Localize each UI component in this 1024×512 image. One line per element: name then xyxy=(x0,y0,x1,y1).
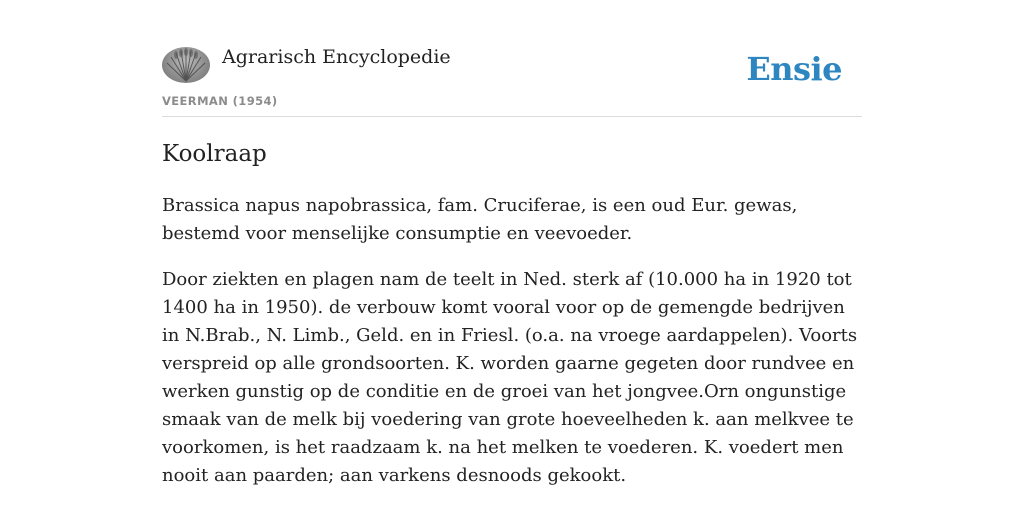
book-title[interactable]: Agrarisch Encyclopedie xyxy=(222,46,451,68)
wheat-sheaf-icon xyxy=(162,47,210,83)
article-paragraph: Brassica napus napobrassica, fam. Cruciferae, is een oud Eur. gewas, bestemd voor menselijke consumptie en veevoeder. xyxy=(162,195,798,244)
book-author: VEERMAN (1954) xyxy=(162,94,278,108)
article-title: Koolraap xyxy=(162,141,267,167)
book-cover-image[interactable] xyxy=(162,47,210,83)
article xyxy=(162,138,862,490)
article-paragraph: Door ziekten en plagen nam de teelt in Ned. sterk af (10.000 ha in 1920 tot 1400 ha in 1950). de verbouw komt vooral voor op de gemengde bedrijven in N.Brab., N. Limb., Geld. en in Friesl. (o.a. na vroege aardappelen). Voorts verspreid op alle grondsoorten. K. worden gaarne gegeten door rundvee en werken gunstig op de conditie en de groei van het jongvee.Orn ongunstige smaak van de melk bij voedering van grote hoeveelheden k. aan melkvee te voorkomen, is het raadzaam k. na het melken te voederen. K. voedert men nooit aan paarden; aan varkens desnoods gekookt. xyxy=(162,269,858,486)
site-logo[interactable]: Ensie xyxy=(746,50,842,88)
header xyxy=(162,44,862,117)
